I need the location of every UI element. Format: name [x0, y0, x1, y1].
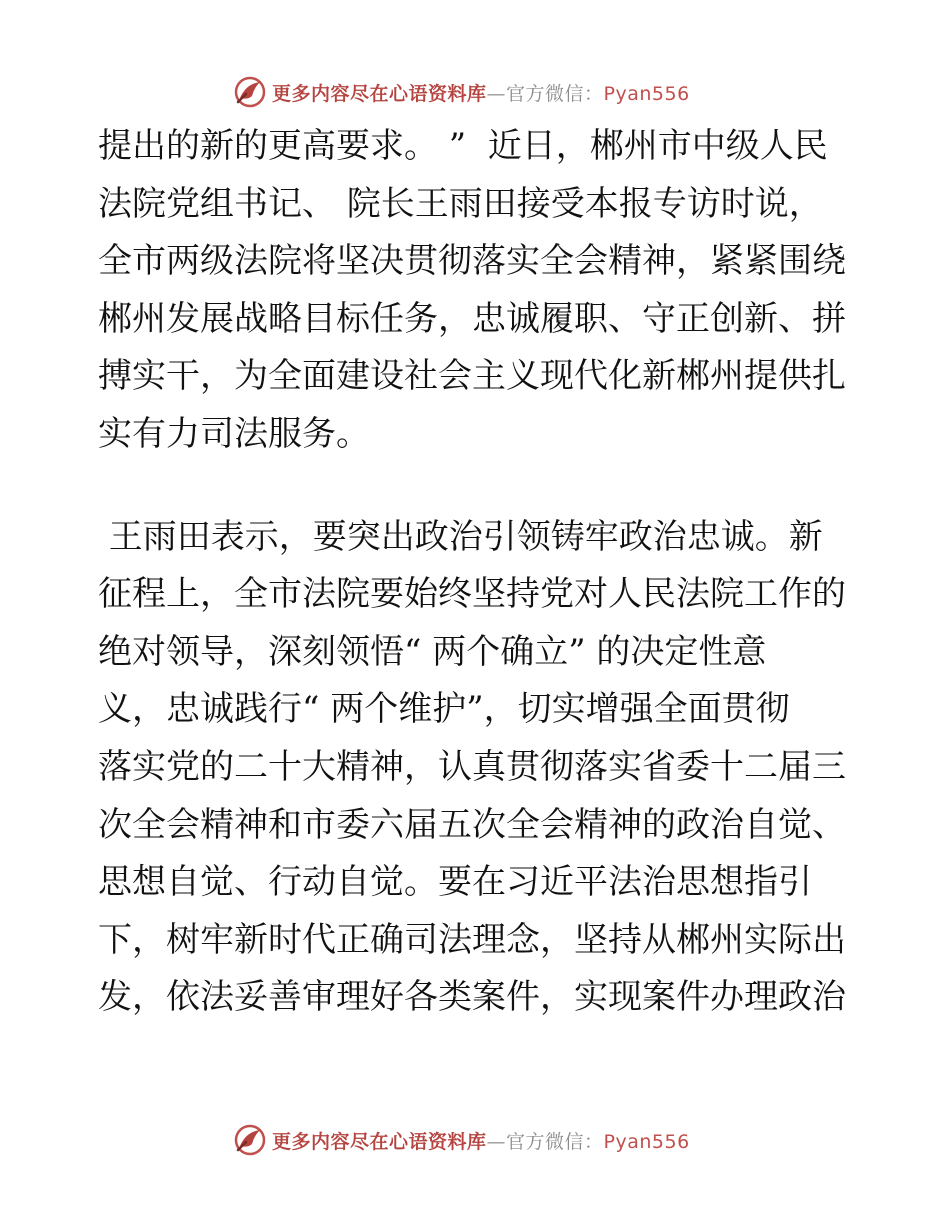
text-line: 发，依法妥善审理好各类案件，实现案件办理政治: [98, 977, 846, 1018]
footer-watermark: [232, 1120, 690, 1160]
watermark-label: 官方微信：: [506, 82, 604, 105]
header-watermark: [232, 72, 690, 112]
text-line: 提出的新的更高要求。 ” 近日，郴州市中级人民: [98, 126, 828, 166]
text-line: 实有力司法服务。: [98, 413, 370, 454]
text-line: 全市两级法院将坚决贯彻落实全会精神，紧紧围绕: [98, 241, 846, 282]
brush-logo-icon: [232, 1122, 268, 1158]
watermark-handle: Pyan556: [603, 82, 690, 105]
text-line: 征程上，全市法院要始终坚持党对人民法院工作的: [98, 574, 846, 615]
watermark-prefix: 更多内容尽在心语资料库: [272, 1130, 487, 1153]
text-line: 王雨田表示，要突出政治引领铸牢政治忠诚。新: [98, 516, 823, 557]
watermark-dash: —: [486, 1130, 507, 1153]
paragraph-1: [98, 118, 858, 464]
text-line: 搏实干，为全面建设社会主义现代化新郴州提供扎: [98, 356, 846, 397]
text-line: 法院党组书记、 院长王雨田接受本报专访时说，: [98, 183, 823, 224]
text-line: 郴州发展战略目标任务，忠诚履职、守正创新、拼: [98, 298, 846, 339]
text-line: 义，忠诚践行“ 两个维护”，切实增强全面贯彻: [98, 689, 790, 730]
watermark-handle: Pyan556: [603, 1130, 690, 1153]
text-line: 落实党的二十大精神，认真贯彻落实省委十二届三: [98, 746, 846, 787]
paragraph-gap: [98, 464, 858, 509]
watermark-prefix: 更多内容尽在心语资料库: [272, 82, 487, 105]
document-body: [98, 118, 858, 1027]
brush-logo-icon: [232, 74, 268, 110]
watermark-label: 官方微信：: [506, 1130, 604, 1153]
text-line: 下，树牢新时代正确司法理念，坚持从郴州实际出: [98, 919, 846, 960]
watermark-text: [272, 79, 690, 106]
text-line: 次全会精神和市委六届五次全会精神的政治自觉、: [98, 804, 846, 845]
watermark-text: [272, 1127, 690, 1154]
watermark-dash: —: [486, 82, 507, 105]
text-line: 思想自觉、行动自觉。要在习近平法治思想指引: [98, 862, 812, 903]
text-line: 绝对领导，深刻领悟“ 两个确立” 的决定性意: [98, 631, 767, 672]
paragraph-2: [98, 509, 858, 1027]
